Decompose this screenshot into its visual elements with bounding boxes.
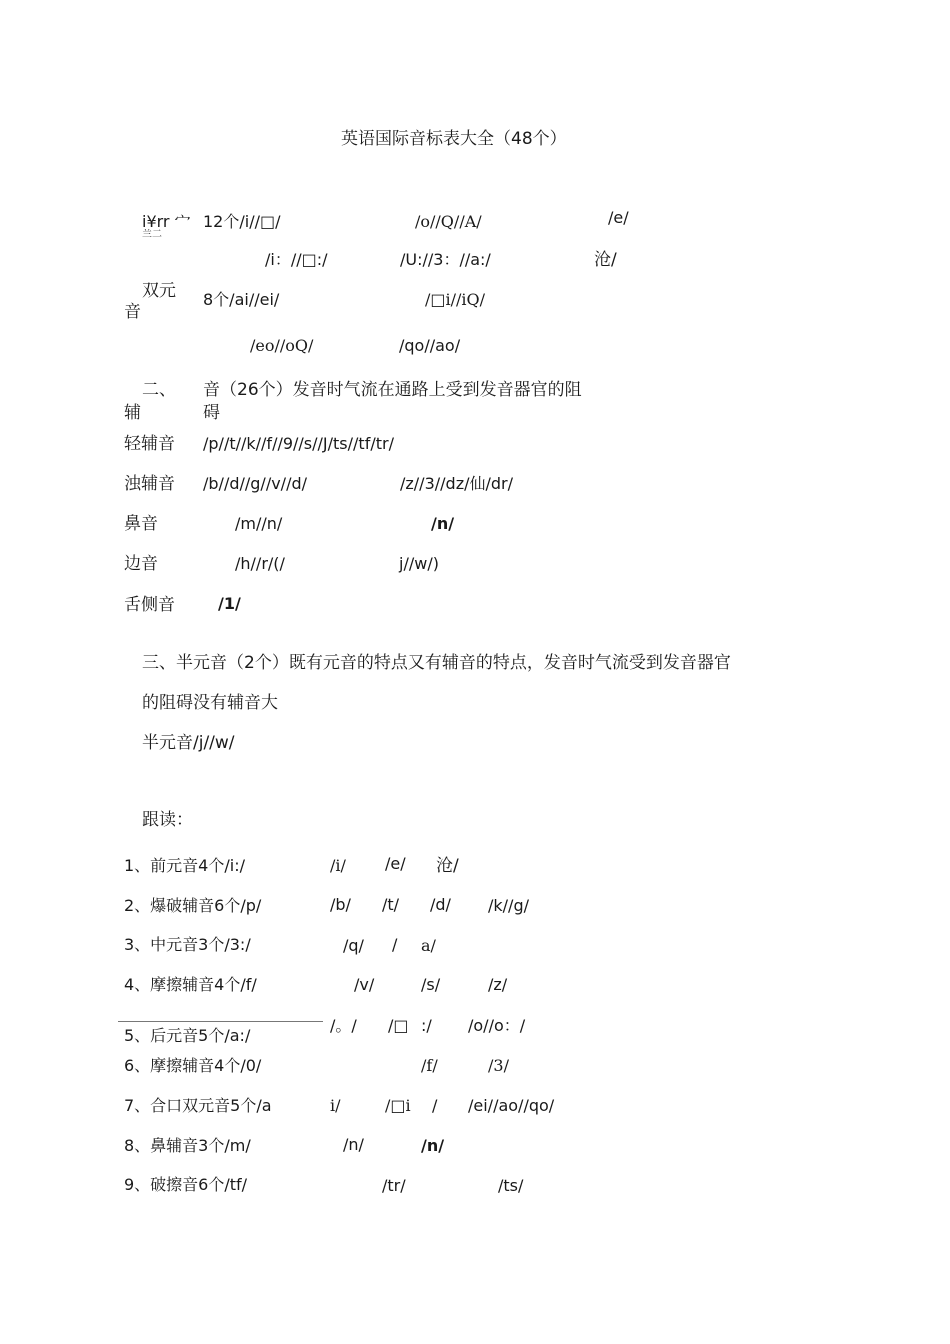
list-item-value: /n/ [421,1136,445,1155]
list-item-value: /v/ [354,975,375,994]
list-item-value: /。/ [330,1016,357,1035]
consonant-values-extra: /z//3//dz/仙/dr/ [400,474,513,493]
list-item: 4、摩擦辅音4个/f/ [124,975,257,994]
list-item-value: /z/ [488,975,508,994]
consonant-label: 舌侧音 [124,595,175,615]
monophthong-row2-col2: /U://3：//a:/ [400,250,491,269]
diphthong-row2-col1: /eo//oQ/ [250,336,314,355]
diphthong-label: 双元 [142,281,176,301]
consonant-values: /1/ [218,594,241,613]
list-item-value: /d/ [430,895,451,914]
list-item-value: /s/ [421,975,441,994]
list-item-value: /ei//ao//qo/ [468,1096,555,1115]
list-item-value: /i/ [330,856,346,875]
list-item-value: a/ [421,936,436,955]
list-item: 8、鼻辅音3个/m/ [124,1136,251,1155]
diphthong-row2-col2: /qo//ao/ [399,336,461,355]
list-item-value: / [392,935,398,954]
diphthong-count: 8个/ai//ei/ [203,290,280,309]
list-item-value: /ts/ [498,1176,524,1195]
list-item-value: i/ [330,1096,341,1115]
list-item-value: / [432,1096,438,1115]
consonant-values: /b//d//g//v//d/ [203,474,307,493]
list-item-value: /e/ [385,854,406,873]
section2-heading: 音（26个）发音时气流在通路上受到发音器官的阻 [203,380,582,400]
list-item-value: /□i [385,1096,411,1115]
list-item-value: /b/ [330,895,351,914]
consonant-values: /h//r/(/ [235,554,285,573]
consonant-label: 轻辅音 [124,434,175,454]
list-item-value: /f/ [421,1056,438,1075]
monophthong-label: i¥rr 宀 [142,212,191,231]
monophthong-label-cut: 兰二 [142,229,162,238]
section2-label: 辅 [124,403,141,423]
monophthong-row2-col3: 沧/ [594,250,617,270]
monophthong-row2-col1: /i：//□:/ [265,250,328,269]
section2-number: 二、 [142,380,176,400]
consonant-values-extra: /n/ [431,514,455,533]
consonant-label: 浊辅音 [124,474,175,494]
consonant-values: /m//n/ [235,514,283,533]
consonant-values-extra: j//w/) [399,554,439,573]
page-title: 英语国际音标表大全（48个） [341,129,567,149]
section3-heading: 三、半元音（2个）既有元音的特点又有辅音的特点，发音时气流受到发音器官 [142,653,731,673]
list-item: 5、后元音5个/a:/ [124,1026,251,1045]
list-item: 6、摩擦辅音4个/0/ [124,1056,262,1075]
list-item-value: /t/ [382,895,400,914]
list-item-value: /k//g/ [488,896,529,915]
diphthong-row1-col2: /□i//iQ/ [425,290,486,309]
list-item: 9、破擦音6个/tf/ [124,1175,248,1194]
list-item: 7、合口双元音5个/a [124,1096,272,1115]
consonant-label: 鼻音 [124,514,158,534]
list-item-value: /q/ [343,936,364,955]
consonant-values: /p//t//k//f//9//s//J/ts//tf/tr/ [203,434,394,453]
list-item-value: :/ [421,1016,432,1035]
monophthong-count: 12个/i//□/ [203,212,281,231]
divider [118,1021,323,1022]
list-item-value: /3/ [488,1056,509,1075]
list-item-value: /tr/ [382,1176,406,1195]
section2-heading-cont: 碍 [203,403,220,423]
consonant-label: 边音 [124,554,158,574]
diphthong-label-cont: 音 [124,302,141,322]
semivowel-line: 半元音/j//w/ [142,733,235,753]
list-item-value: /□ [388,1016,409,1035]
monophthong-row1-col2: /o//Q//A/ [415,212,482,231]
list-item: 1、前元音4个/i:/ [124,856,245,875]
list-item: 2、爆破辅音6个/p/ [124,896,262,915]
list-item-value: /n/ [343,1135,364,1154]
follow-read-heading: 跟读： [142,810,193,830]
list-item-value: 沧/ [436,856,459,876]
section3-heading-cont: 的阻碍没有辅音大 [142,693,278,713]
monophthong-row1-col3: /e/ [608,208,629,227]
list-item: 3、中元音3个/3:/ [124,935,251,954]
list-item-value: /o//o：/ [468,1016,526,1035]
